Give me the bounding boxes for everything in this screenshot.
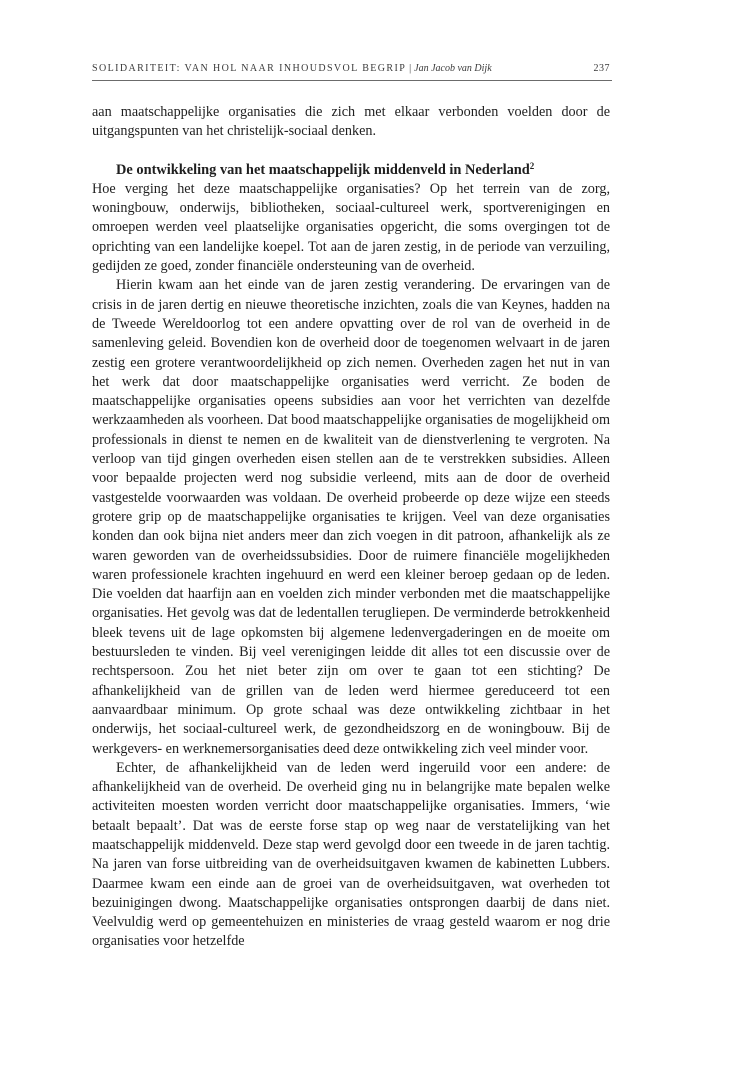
running-header-left	[92, 63, 492, 74]
footnote-marker: 2	[529, 160, 535, 171]
body-paragraph-3: Echter, de afhankelijkheid van de leden werd ingeruild voor een andere: de afhankelijkheid van de overheid. De overheid ging nu in belangrijke mate bepalen welke activiteiten moesten worden verricht door maatschappelijke organisaties. Immers, ‘wie betaalt bepaalt’. Dat was de eerste forse stap op weg naar de verstatelijking van het maatschappelijk middenveld. Deze stap werd gevolgd door een tweede in de jaren tachtig. Na jaren van forse uitbreiding van de overheidsuitgaven kwamen de kabinetten Lubbers. Daarmee kwam een einde aan de groei van de overheidsuitgaven, wat overheden tot bezuinigingen dwong. Maatschappelijke organisaties ontsprongen daarbij de dans niet. Veelvuldig werd op gemeentehuizen en ministeries de vraag gesteld waarom er nog drie organisaties voor hetzelfde	[92, 759, 610, 950]
running-header	[92, 63, 612, 79]
section-heading	[92, 161, 610, 180]
body-paragraph-2: Hierin kwam aan het einde van de jaren zestig verandering. De ervaringen van de crisis in de jaren dertig en nieuwe theoretische inzichten, zoals die van Keynes, hadden na de Tweede Wereldoorlog tot een andere opvatting over de rol van de overheid in de samenleving geleid. Bovendien kon de overheid door de toegenomen welvaart in de jaren zestig een grotere verantwoordelijkheid op zich nemen. Overheden zagen het nut in van het werk dat door maatschappelijke organisaties werd verricht. Ze boden de maatschappelijke organisaties opeens subsidies aan voor het verrichten van dezelfde werkzaamheden als voorheen. Dat bood maatschappelijke organisaties de mogelijkheid om professionals in dienst te nemen en de kwaliteit van de dienstverlening te vergroten. Na verloop van tijd gingen overheden eisen stellen aan de te verstrekken subsidies. Alleen voor bepaalde projecten werd nog subsidie verleend, mits aan de door de overheid vastgestelde voorwaarden was voldaan. De overheid probeerde op deze wijze een steeds grotere grip op de maatschappelijke organisaties te krijgen. Veel van deze organisaties konden dan ook bijna niet anders meer dan zich voegen in dit patroon, afhankelijk als ze waren geworden van de overheidssubsidies. Door de ruimere financiële mogelijkheden waren professionele krachten ingehuurd en werd een kleiner beroep gedaan op de leden. Die voelden dat haarfijn aan en voelden zich minder verbonden met die maatschappelijke organisaties. Het gevolg was dat de ledentallen terugliepen. De verminderde betrokkenheid bleek tevens uit de lage opkomsten bij algemene ledenvergaderingen en de moeite om bestuursleden te vinden. Bij veel verenigingen leidde dit alles tot een discussie over de rechtspersoon. Zou het niet beter zijn om over te gaan tot een stichting? De afhankelijkheid van de grillen van de leden werd hiermee gereduceerd tot een aanvaardbaar minimum. Op grote schaal was deze ontwikkeling zichtbaar in het onderwijs, het sociaal-cultureel werk, de gezondheidszorg en de woningbouw. Bij de werkgevers- en werknemersorganisaties deed deze ontwikkeling zich veel minder voor.	[92, 277, 610, 757]
section-heading-text: De ontwikkeling van het maatschappelijk middenveld in Nederland	[116, 161, 530, 178]
header-rule	[92, 80, 612, 81]
intro-paragraph: aan maatschappelijke organisaties die zich met elkaar verbonden voelden door de uitgangspunten van het christelijk-sociaal denken.	[92, 104, 610, 140]
page-number: 237	[593, 63, 610, 74]
running-title: SOLIDARITEIT: VAN HOL NAAR INHOUDSVOL BEGRIP	[92, 63, 407, 74]
body-paragraph-1: Hoe verging het deze maatschappelijke organisaties? Op het terrein van de zorg, woningbouw, onderwijs, bibliotheken, sociaal-cultureel werk, sportverenigingen en omroepen werden veel plaatselijke organisaties opgericht, die soms overgingen tot de oprichting van een landelijke koepel. Tot aan de jaren zestig, in de periode van verzuiling, gedijden ze goed, zonder financiële ondersteuning van de overheid.	[92, 180, 610, 275]
body-text	[92, 103, 610, 952]
header-author: Jan Jacob van Dijk	[414, 63, 492, 74]
header-separator: |	[409, 63, 412, 74]
